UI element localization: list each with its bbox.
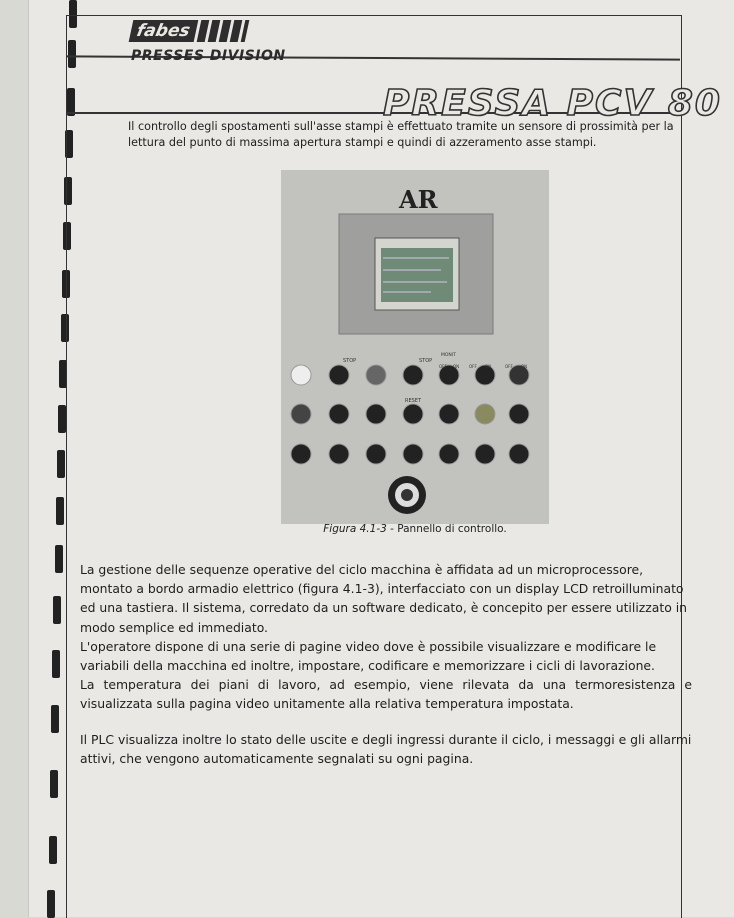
control-panel-photo <box>281 170 549 524</box>
figure-caption-text: - Pannello di controllo. <box>386 523 507 535</box>
body-paragraph-2: L'operatore dispone di una serie di pagine video dove è possibile visualizzare e modificare le variabili della macchina ed inoltre, impostare, codificare e memorizzare i cicli di lavorazione. <box>80 638 657 674</box>
panel-button <box>366 365 386 385</box>
body-paragraph-4: Il PLC visualizza inoltre lo stato delle uscite e degli ingressi durante il ciclo, i messaggi e gli allarmi attivi, che vengono automaticamente segnalati su ogni pagina. <box>80 731 692 766</box>
panel-button <box>439 444 459 464</box>
panel-button <box>403 404 423 424</box>
svg-text:STOP: STOP <box>343 358 357 364</box>
fabes-logo <box>131 20 291 42</box>
binding-ring <box>49 836 57 864</box>
panel-brand-logo: AR <box>399 185 438 214</box>
figure-caption-label: Figura 4.1-3 <box>323 523 387 535</box>
svg-text:OFF: OFF <box>439 364 447 369</box>
panel-button <box>403 365 423 385</box>
panel-button <box>509 444 529 464</box>
panel-button <box>403 444 423 464</box>
panel-button <box>509 404 529 424</box>
panel-button <box>291 444 311 464</box>
body-paragraph-1: La gestione delle sequenze operative del ciclo macchina è affidata ad un microprocessore, montato a bordo armadio elettrico (figura 4.1-3), interfacciato con un display LCD retroilluminato ed una tastiera. Il sistema, corredato da un software dedicato, è concepito per essere utilizzato in modo semplice ed immediato. <box>80 562 688 635</box>
binding-ring <box>57 450 65 478</box>
svg-text:MONIT: MONIT <box>441 353 456 358</box>
svg-text:OFF: OFF <box>469 364 477 369</box>
svg-text:ON: ON <box>485 364 492 369</box>
binding-ring <box>47 890 55 918</box>
binding-ring <box>52 650 60 678</box>
binding-ring <box>58 405 66 433</box>
svg-text:ON: ON <box>521 364 528 369</box>
figure-caption <box>281 523 549 535</box>
panel-button <box>475 444 495 464</box>
panel-button <box>329 404 349 424</box>
intro-paragraph: Il controllo degli spostamenti sull'asse stampi è effettuato tramite un sensore di prossimità per la lettura del punto di massima apertura stampi e quindi di azzeramento asse stampi. <box>128 120 674 149</box>
machine-title: PRESSA PCV 80 <box>383 83 722 124</box>
panel-button <box>439 404 459 424</box>
panel-button <box>475 404 495 424</box>
panel-button <box>329 365 349 385</box>
svg-text:OFF: OFF <box>505 364 513 369</box>
binding-ring <box>50 770 58 798</box>
control-panel-illustration <box>281 170 549 524</box>
panel-button <box>329 444 349 464</box>
panel-button <box>291 404 311 424</box>
division-label: PRESSES DIVISION <box>131 48 286 64</box>
svg-text:STOP: STOP <box>419 358 433 364</box>
binding-ring <box>51 705 59 733</box>
panel-button <box>291 365 311 385</box>
body-text <box>80 560 692 768</box>
binding-ring <box>56 497 64 525</box>
body-paragraph-3: La temperatura dei piani di lavoro, ad esempio, viene rilevata da una termoresistenza e visualizzata sulla pagina video unitamente alla relativa temperatura impostata. <box>80 677 692 712</box>
logo-wordmark: fabes <box>129 20 198 42</box>
svg-text:ON: ON <box>453 364 460 369</box>
svg-text:RESET: RESET <box>405 398 422 404</box>
panel-button <box>366 444 386 464</box>
panel-button <box>366 404 386 424</box>
binding-ring <box>53 596 61 624</box>
binding-ring <box>55 545 63 573</box>
